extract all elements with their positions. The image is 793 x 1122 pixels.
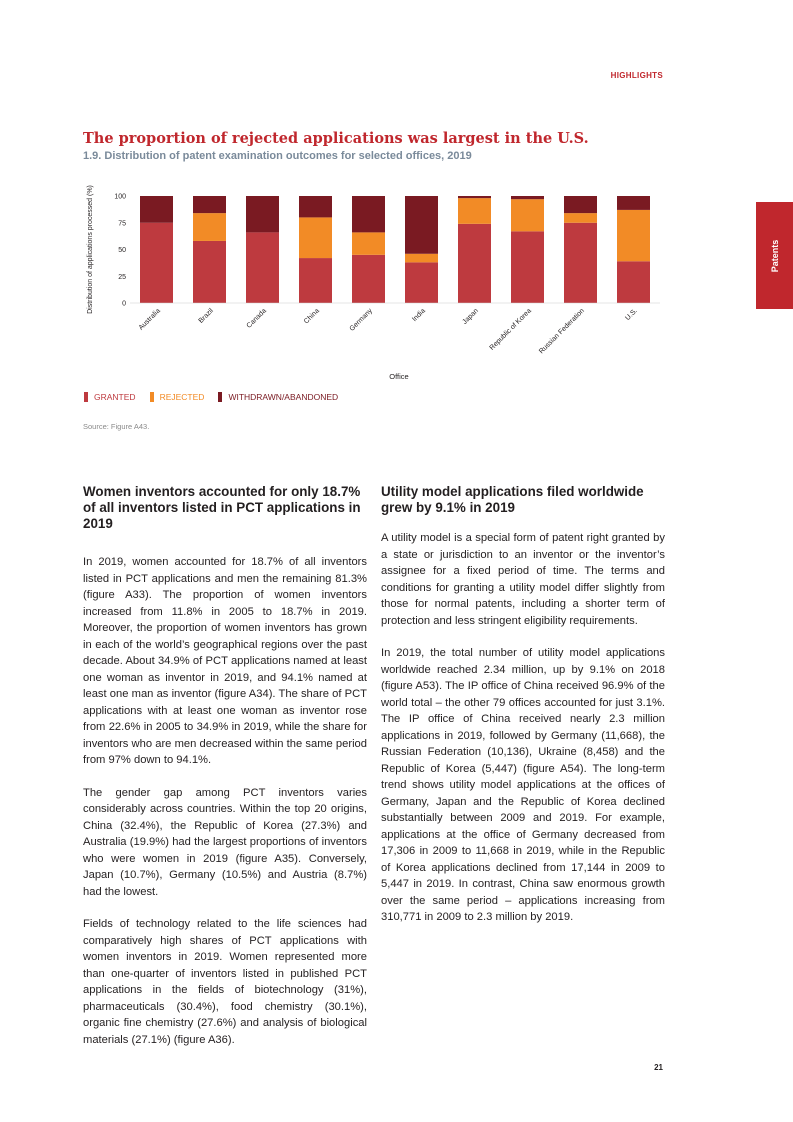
x-tick-label: Republic of Korea (488, 307, 533, 352)
bar-granted (352, 255, 385, 303)
figure-source: Source: Figure A43. (83, 422, 150, 431)
legend-label-withdrawn: WITHDRAWN/ABANDONED (228, 392, 339, 402)
y-tick-label: 0 (122, 300, 126, 308)
right-heading: Utility model applications filed worldwide grew by 9.1% in 2019 (381, 484, 644, 515)
x-tick-label: Brazil (197, 307, 215, 325)
bar-withdrawn-abandoned (193, 196, 226, 213)
legend-item-granted (84, 392, 136, 402)
bar-withdrawn-abandoned (246, 196, 279, 232)
bar-rejected (617, 210, 650, 261)
legend-item-rejected (150, 392, 205, 402)
legend-swatch-granted (84, 392, 88, 402)
section-label: HIGHLIGHTS (610, 71, 663, 80)
x-tick-label: India (411, 307, 427, 324)
bar-withdrawn-abandoned (458, 196, 491, 198)
bar-withdrawn-abandoned (405, 196, 438, 254)
y-tick-label: 50 (118, 247, 126, 254)
bar-granted (405, 262, 438, 303)
bar-rejected (193, 213, 226, 241)
bar-withdrawn-abandoned (140, 196, 173, 223)
right-paragraph: A utility model is a special form of patent right granted by a state or jurisdiction to an inventor or the inventor’s assignee for a fixed period of time. The terms and conditions for granting a utility model differ slightly from those for normal patents, including a shorter term of protection and less stringent eligibility requirements. (381, 532, 665, 627)
bar-rejected (564, 213, 597, 223)
x-tick-label: Germany (348, 307, 374, 333)
legend-swatch-rejected (150, 392, 154, 402)
bar-rejected (352, 232, 385, 254)
x-axis-label: Office (389, 372, 409, 381)
bar-rejected (405, 254, 438, 263)
page-number: 21 (654, 1063, 663, 1072)
chart-legend (84, 392, 338, 402)
bar-granted (511, 231, 544, 303)
figure-title: The proportion of rejected applications was largest in the U.S. (83, 130, 589, 147)
side-tab-label: Patents (769, 239, 780, 272)
bar-rejected (299, 217, 332, 258)
side-tab-patents (756, 202, 793, 309)
left-paragraph: In 2019, women accounted for 18.7% of all inventors listed in PCT applications and men the remaining 81.3% (figure A33). The proportion of women inventors increased from 11.8% in 2005 to 18.7% in 2019. Moreover, the proportion of women inventors has grown in each of the world’s geographical regions over the past decade. About 34.9% of PCT applications named at least one woman as inventor in 2019, and 94.1% named at least one man as inventor (figure A34). The share of PCT applications with at least one woman as inventor rose from 22.6% in 2005 to 34.9% in 2019, while the share for inventors who are men decreased within the same period from 97% down to 94.1%. (83, 556, 367, 766)
legend-label-granted: GRANTED (94, 392, 136, 402)
bar-granted (140, 223, 173, 303)
x-tick-label: U.S. (624, 307, 639, 323)
left-column (83, 484, 367, 1064)
bar-withdrawn-abandoned (352, 196, 385, 232)
y-tick-label: 25 (118, 273, 126, 281)
left-paragraph: Fields of technology related to the life sciences had comparatively high shares of PCT applications with women inventors in 2019. Women represented more than one-quarter of inventors listed in published PCT applications in the fields of biotechnology (31%), pharmaceuticals (30.4%), food chemistry (30.1%), organic fine chemistry (27.6%) and analysis of biological materials (27.1%) (figure A36). (83, 918, 367, 1046)
x-tick-label: Russian Federation (538, 307, 586, 356)
bar-granted (458, 224, 491, 303)
bar-withdrawn-abandoned (564, 196, 597, 213)
bar-withdrawn-abandoned (617, 196, 650, 210)
figure-subtitle: 1.9. Distribution of patent examination outcomes for selected offices, 2019 (83, 150, 472, 162)
legend-label-rejected: REJECTED (159, 392, 205, 402)
bar-granted (617, 261, 650, 303)
bar-withdrawn-abandoned (511, 196, 544, 199)
bar-granted (193, 241, 226, 303)
right-paragraph: In 2019, the total number of utility model applications worldwide reached 2.34 million, up by 9.1% on 2018 (figure A53). The IP office of China received 96.9% of the world total – the other 79 offices accounted for just 3.1%. The IP office of China received nearly 2.3 million applications in 2019, followed by Germany (11,668), the Russian Federation (10,136), Ukraine (8,458) and the Republic of Korea (5,447) (figure A54). The long-term trend shows utility model applications at the offices of Germany, Japan and the Republic of Korea declined substantially between 2009 and 2019. For example, applications at the office of Germany decreased from 17,306 in 2009 to 11,668 in 2019, while in the Republic of Korea applications declined from 17,144 in 2009 to 5,447 in 2019. In contrast, China saw enormous growth over the same period – applications increasing from 310,771 in 2009 to 2.3 million by 2019. (381, 647, 665, 923)
x-tick-label: Australia (137, 307, 162, 332)
bar-granted (299, 258, 332, 303)
x-tick-label: Canada (245, 307, 268, 330)
bar-withdrawn-abandoned (299, 196, 332, 217)
left-heading: Women inventors accounted for only 18.7% of all inventors listed in PCT applications in 2019 (83, 484, 361, 531)
stacked-bar-chart (80, 180, 680, 385)
y-axis-label: Distribution of applications processed (%) (87, 185, 94, 314)
right-column (381, 484, 665, 942)
left-paragraph: The gender gap among PCT inventors varies considerably across countries. Within the top 20 origins, China (32.4%), the Republic of Korea (27.3%) and Australia (19.9%) had the largest proportions of inventors who were women in 2019 (figure A35). Conversely, Japan (10.7%), Germany (10.5%) and Austria (8.7%) had the lowest. (83, 786, 367, 898)
x-tick-label: Japan (461, 307, 480, 326)
x-tick-label: China (303, 307, 321, 326)
bar-rejected (511, 199, 544, 231)
legend-item-withdrawn (218, 392, 338, 402)
legend-swatch-withdrawn (218, 392, 222, 402)
bar-granted (564, 223, 597, 303)
y-tick-label: 100 (114, 193, 126, 201)
bar-granted (246, 232, 279, 303)
bar-rejected (458, 198, 491, 224)
y-tick-label: 75 (118, 220, 126, 228)
